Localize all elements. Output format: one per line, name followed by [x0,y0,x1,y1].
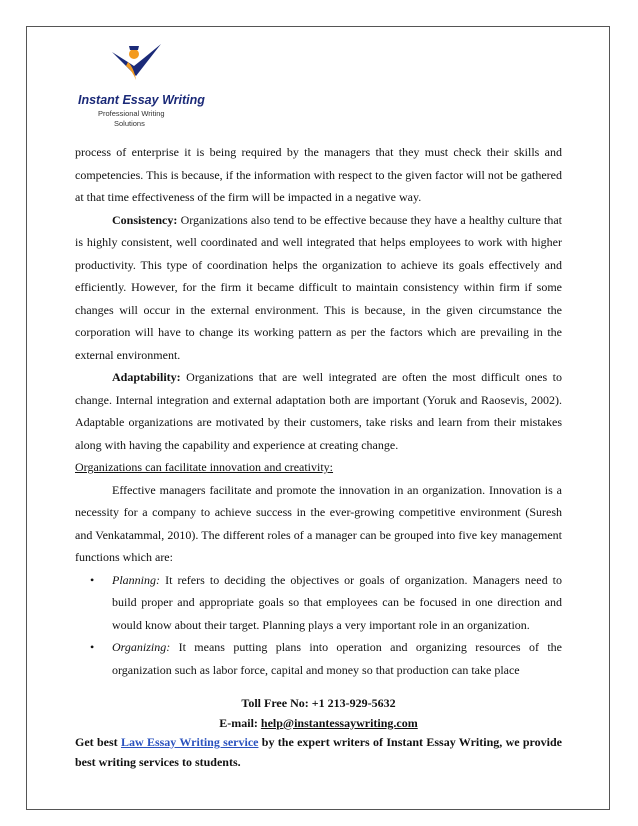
bullet-icon: • [90,640,95,654]
email-line [75,714,562,734]
list-item [75,569,562,637]
promo-prefix: Get best [75,735,121,749]
function-label: Planning: [112,572,160,587]
logo-title: Instant Essay Writing [78,93,205,107]
function-text: It refers to deciding the objectives or goals of organization. Managers need to build proper and appropriate goals so that employees can be focused in one direction and would know about their target. Planning plays a very important role in an organization. [112,572,562,632]
bullet-icon: • [90,572,95,587]
promo-suffix: by the expert writers of Instant Essay Writing, we provide best writing services to students. [75,735,562,769]
management-functions-list [75,569,562,682]
adaptability-label: Adaptability: [112,370,181,384]
logo-mark-icon [106,40,166,95]
function-label: Organizing: [112,640,171,654]
paragraph-adaptability [75,366,562,456]
page-footer [75,694,562,772]
paragraph-consistency [75,209,562,367]
section-heading: Organizations can facilitate innovation and creativity: [75,460,334,474]
paragraph-enterprise: process of enterprise it is being required by the managers that they must check their skills and competencies. This is because, if the information with respect to the given factor will not be gathered at that time effectiveness of the firm will be impacted in a negative way. [75,145,562,204]
logo-subtitle-line1: Professional Writing [98,109,165,118]
consistency-text: Organizations also tend to be effective because they have a healthy culture that is highly consistent, well coordinated and well integrated that helps employees to work with higher productivity. This type of coordination helps the organization to achieve its goals effectively and efficiently. However, for the firm it became difficult to maintain consistency within firm if some changes will occur in the external environment. This is because, in the given circumstance the corporation will have to change its working pattern as per the factors which are prevailing in the external environment. [75,212,562,362]
company-logo [78,40,205,135]
document-body [75,141,562,681]
promo-text [75,733,562,772]
law-essay-service-link[interactable]: Law Essay Writing service [120,735,259,749]
logo-subtitle-line2: Solutions [114,119,145,128]
list-item [75,636,562,681]
consistency-label: Consistency: [112,212,178,227]
function-text: It means putting plans into operation and organizing resources of the organization such as labor force, capital and money so that production can take place [112,640,562,677]
adaptability-text: Organizations that are well integrated are often the most difficult ones to change. Internal integration and external adaptation both are important (Yoruk and Raosevis, 2002). Adaptable organizations are motivated by their customers, take risks and learn from their mistakes along with having the capability and experience at creating change. [75,370,562,452]
email-label: E-mail: [219,715,261,730]
paragraph-innovation: Effective managers facilitate and promote the innovation in an organization. Innovation is a necessity for a company to achieve success in the ever-growing competitive environment (Suresh and Venkatammal, 2010). The different roles of a manager can be grouped into five key management functions which are: [75,482,562,564]
email-link[interactable]: help@instantessaywriting.com [260,715,418,730]
toll-free-number: Toll Free No: +1 213-929-5632 [241,696,396,710]
